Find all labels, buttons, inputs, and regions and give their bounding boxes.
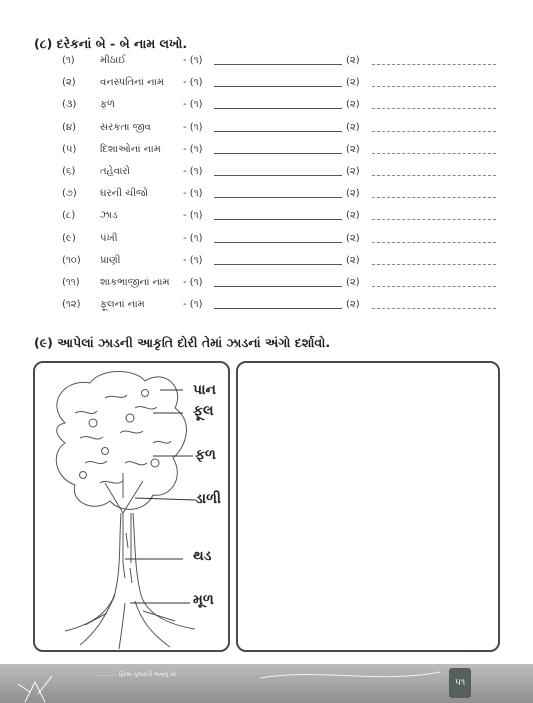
item-number: (૫) xyxy=(62,143,77,155)
item-number: (૧૧) xyxy=(62,277,80,288)
list-item xyxy=(0,53,533,71)
answer-2-label: (૨) xyxy=(346,277,360,288)
answer-2-label: (૨) xyxy=(346,254,360,266)
answer-2-label: (૨) xyxy=(346,188,360,200)
answer-1-label: - (૧) xyxy=(183,55,203,66)
answer-1-line[interactable] xyxy=(214,131,342,132)
answer-2-line[interactable] xyxy=(372,264,496,265)
list-item xyxy=(0,275,533,293)
answer-2-label: (૨) xyxy=(346,99,360,111)
answer-2-label: (૨) xyxy=(346,299,360,311)
answer-1-line[interactable] xyxy=(214,242,342,243)
item-number: (૪) xyxy=(62,121,77,133)
answer-1-line[interactable] xyxy=(214,108,342,109)
list-item xyxy=(0,253,533,271)
answer-2-line[interactable] xyxy=(372,153,496,154)
answer-1-label: - (૧) xyxy=(183,99,203,111)
item-number: (૮) xyxy=(62,210,76,222)
answer-1-label: - (૧) xyxy=(183,210,203,222)
item-number: (૩) xyxy=(62,99,77,111)
answer-2-label: (૨) xyxy=(346,143,360,155)
item-number: (૯) xyxy=(62,232,76,244)
answer-1-line[interactable] xyxy=(214,308,342,309)
answer-1-label: - (૧) xyxy=(183,188,203,200)
answer-1-label: - (૧) xyxy=(183,254,203,266)
answer-1-label: - (૧) xyxy=(183,299,203,311)
answer-2-line[interactable] xyxy=(372,86,496,87)
answer-2-line[interactable] xyxy=(372,131,496,132)
answer-1-label: - (૧) xyxy=(183,121,203,133)
list-item xyxy=(0,75,533,93)
answer-1-label: - (૧) xyxy=(183,77,203,89)
item-number: (૧૦) xyxy=(62,254,81,266)
list-item xyxy=(0,120,533,138)
list-item xyxy=(0,231,533,249)
label-trunk: થડ xyxy=(193,548,212,564)
answer-1-label: - (૧) xyxy=(183,166,203,177)
item-category: ઘરની ચીજો xyxy=(100,188,149,200)
item-category: મીઠાઈ xyxy=(100,55,126,66)
item-category: શાકભાજીનાં નામ xyxy=(100,277,170,288)
answer-2-line[interactable] xyxy=(372,242,496,243)
label-flower: ફૂલ xyxy=(193,403,214,419)
item-category: પંખી xyxy=(100,232,118,244)
answer-1-label: - (૧) xyxy=(183,277,203,288)
list-item xyxy=(0,186,533,204)
answer-2-line[interactable] xyxy=(372,308,496,309)
item-number: (૧) xyxy=(62,55,75,66)
question-8-heading: (૮) દરેકનાં બે - બે નામ લખો. xyxy=(34,36,188,51)
item-category: ઝાડ xyxy=(100,210,118,222)
list-item xyxy=(0,208,533,226)
answer-1-line[interactable] xyxy=(214,264,342,265)
list-item xyxy=(0,164,533,182)
answer-1-line[interactable] xyxy=(214,64,342,65)
answer-1-line[interactable] xyxy=(214,197,342,198)
answer-2-line[interactable] xyxy=(372,64,496,65)
item-category: તહેવારો xyxy=(100,166,131,177)
list-item xyxy=(0,97,533,115)
item-category: પ્રાણી xyxy=(100,254,121,266)
item-number: (૨) xyxy=(62,77,76,89)
item-number: (૬) xyxy=(62,166,76,177)
item-category: દિશાઓનાં નામ xyxy=(100,143,161,155)
page-number: ૫૧ xyxy=(449,668,471,698)
answer-2-line[interactable] xyxy=(372,219,496,220)
question-9-heading: (૯) આપેલાં ઝાડની આકૃતિ દોરી તેમાં ઝાડનાં અંગો દર્શાવો. xyxy=(34,335,331,350)
answer-2-label: (૨) xyxy=(346,210,360,222)
answer-1-line[interactable] xyxy=(214,153,342,154)
item-category: ફૂલનાં નામ xyxy=(100,299,145,311)
answer-1-label: - (૧) xyxy=(183,232,203,244)
item-category: વનસ્પતિનાં નામ xyxy=(100,77,165,89)
answer-2-line[interactable] xyxy=(372,197,496,198)
label-fruit: ફળ xyxy=(195,447,216,463)
item-number: (૧૨) xyxy=(62,299,81,311)
list-item xyxy=(0,297,533,315)
answer-2-label: (૨) xyxy=(346,55,360,66)
answer-1-label: - (૧) xyxy=(183,143,203,155)
answer-2-line[interactable] xyxy=(372,108,496,109)
item-number: (૭) xyxy=(62,188,77,200)
drawing-area[interactable] xyxy=(236,361,500,652)
answer-1-line[interactable] xyxy=(214,86,342,87)
answer-2-line[interactable] xyxy=(372,286,496,287)
answer-1-line[interactable] xyxy=(214,219,342,220)
answer-2-line[interactable] xyxy=(372,175,496,176)
item-category: ફળ xyxy=(100,99,115,111)
answer-1-line[interactable] xyxy=(214,175,342,176)
answer-1-line[interactable] xyxy=(214,286,342,287)
answer-2-label: (૨) xyxy=(346,121,360,133)
answer-2-label: (૨) xyxy=(346,77,360,89)
label-root: મૂળ xyxy=(193,592,214,608)
list-item xyxy=(0,142,533,160)
answer-2-label: (૨) xyxy=(346,166,360,177)
item-category: સરકતા જીવ xyxy=(100,121,151,133)
label-branch: ડાળી xyxy=(195,491,222,507)
answer-2-label: (૨) xyxy=(346,232,360,244)
footer-text: ............ ફિલ્માં ગુજરાતી ભાષાનું ખો xyxy=(96,672,177,678)
label-leaf: પાન xyxy=(193,382,216,398)
